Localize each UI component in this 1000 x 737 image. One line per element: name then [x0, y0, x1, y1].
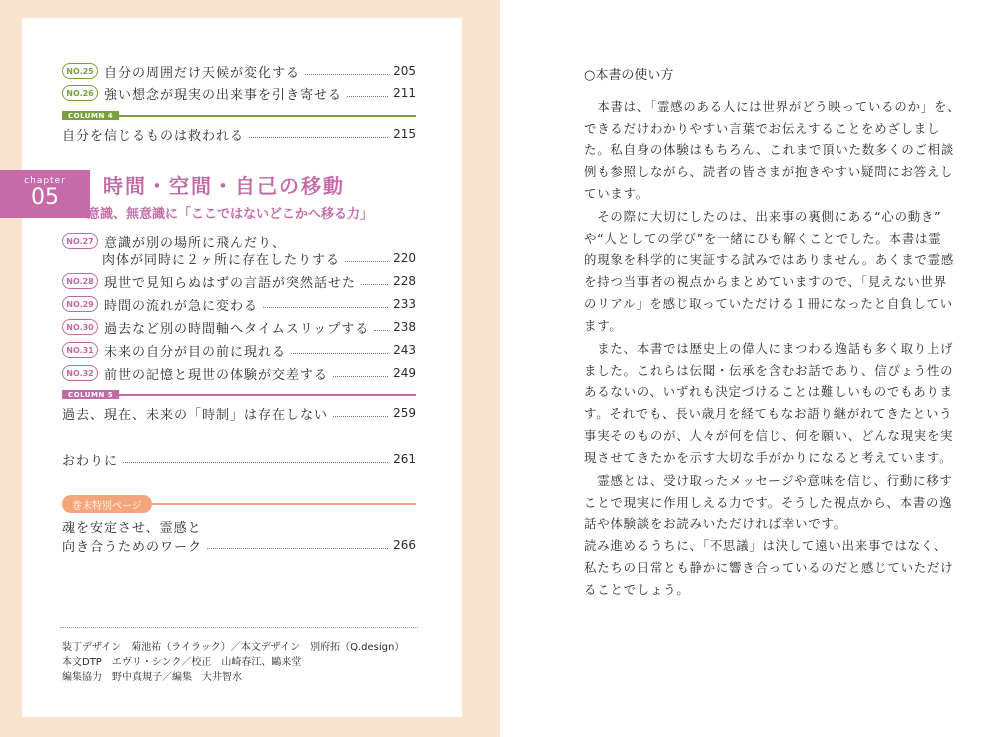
text-line: 例も参照しながら、読者の皆さまが抱きやすい疑問にお答えし: [584, 164, 954, 180]
entry-number-badge: NO.30: [62, 319, 98, 335]
entry-number-badge: NO.32: [62, 365, 98, 381]
entry-title: 自分を信じるものは救われる: [62, 128, 245, 144]
entry-title: 未来の自分が目の前に現れる: [104, 344, 287, 360]
leader-dots: [347, 96, 388, 97]
column-rule: [119, 394, 416, 396]
toc-entry[interactable]: [62, 83, 416, 103]
text-line: 話や体験談をお読みいただければ幸いです。: [584, 516, 847, 532]
credit-line: 編集協力 野中真規子／編集 大井智水: [62, 672, 242, 683]
text-line: ます。: [584, 317, 623, 333]
intro-paragraph-1: [584, 96, 961, 205]
toc-entry[interactable]: [62, 294, 416, 314]
entry-page: 259: [393, 406, 416, 420]
entry-title: 強い想念が現実の出来事を引き寄せる: [104, 87, 343, 103]
chapter-subtitle: 意識、無意識に「ここではないどこかへ移る力」: [87, 207, 374, 222]
text-line: ことで現実に作用しえる力です。そうした視点から、本書の逸: [584, 494, 953, 510]
toc-entry[interactable]: [62, 61, 416, 81]
special-section-bar: [62, 494, 416, 514]
entry-page: 220: [393, 251, 416, 265]
text-line: 事実そのものが、人々が何を信じ、何を願い、どんな現実を実: [584, 427, 954, 443]
leader-dots: [291, 353, 388, 354]
entry-number-badge: NO.26: [62, 85, 98, 101]
toc-entry-column-5[interactable]: [62, 403, 416, 423]
text-line: のリアル」を感じ取っていただける１冊になったと自負してい: [584, 295, 953, 311]
intro-paragraph-4: [584, 470, 954, 600]
intro-paragraph-3: [584, 338, 954, 468]
entry-page: 243: [393, 343, 416, 357]
text-line: ました。これらは伝聞・伝承を含むお話であり、信ぴょう性の: [584, 362, 954, 378]
toc-entry-special[interactable]: [62, 516, 416, 536]
entry-title-line1: 魂を安定させ、霊感と: [62, 520, 202, 536]
text-line: 私たちの日常とも静かに響き合っているのだと感じていただけ: [584, 559, 954, 575]
chapter-title: 時間・空間・自己の移動: [103, 174, 345, 198]
credit-line: 装丁デザイン 菊池祐（ライラック）／本文デザイン 別府拓（Q.design）: [62, 642, 405, 653]
text-line: 霊感とは、受け取ったメッセージや意味を信じ、行動に移す: [584, 473, 953, 488]
credit-line: 本文DTP エヴリ・シンク／校正 山崎春江、鷗来堂: [62, 657, 302, 668]
column-4-bar: [62, 111, 416, 120]
entry-title: 過去、現在、未来の「時制」は存在しない: [62, 407, 329, 423]
text-line: その際に大切にしたのは、出来事の裏側にある“心の動き”: [584, 209, 942, 224]
leader-dots: [123, 462, 388, 463]
text-line: や“人としての学び”を一緒にひも解くことでした。本書は霊: [584, 230, 942, 246]
toc-entry[interactable]: [62, 340, 416, 360]
chapter-word: chapter: [24, 176, 66, 186]
toc-entry-column-4[interactable]: [62, 124, 416, 144]
entry-title: 現世で見知らぬはずの言語が突然話せた: [104, 275, 357, 291]
leader-dots: [345, 261, 388, 262]
entry-number-badge: NO.27: [62, 233, 98, 249]
credits-separator: [60, 627, 418, 628]
entry-title-line1: 意識が別の場所に飛んだり、: [104, 235, 287, 251]
text-line: 現させてきたかを示す大切な手がかりになると考えています。: [584, 449, 953, 465]
text-line: を持つ当事者の視点からまとめていますので、「見えない世界: [584, 274, 947, 290]
entry-page: 211: [393, 86, 416, 100]
text-line: ています。: [584, 185, 649, 201]
entry-page: 266: [393, 538, 416, 552]
leader-dots: [207, 548, 388, 549]
intro-paragraph-2: [584, 206, 955, 336]
toc-entry[interactable]: [62, 363, 416, 383]
leader-dots: [263, 307, 388, 308]
entry-title: おわりに: [62, 453, 119, 469]
entry-page: 233: [393, 297, 416, 311]
column-label: COLUMN 5: [62, 390, 119, 399]
leader-dots: [333, 376, 388, 377]
toc-entry-afterword[interactable]: [62, 449, 416, 469]
special-rule: [152, 503, 416, 505]
entry-number-badge: NO.28: [62, 273, 98, 289]
entry-number-badge: NO.29: [62, 296, 98, 312]
toc-entry-special-continuation[interactable]: [62, 535, 416, 555]
text-line: 読み進めるうちに、「不思議」は決して遠い出来事ではなく、: [584, 538, 947, 554]
entry-title-line2: 向き合うためのワーク: [62, 539, 203, 555]
column-5-bar: [62, 390, 416, 399]
column-rule: [119, 115, 416, 117]
leader-dots: [249, 137, 388, 138]
text-line: できるだけわかりやすい言葉でお伝えすることをめざしまし: [584, 120, 941, 136]
entry-title: 自分の周囲だけ天候が変化する: [104, 65, 301, 81]
leader-dots: [305, 74, 388, 75]
entry-page: 249: [393, 366, 416, 380]
text-line: また、本書では歴史上の偉人にまつわる逸話も多く取り上げ: [584, 341, 954, 356]
entry-title: 時間の流れが急に変わる: [104, 298, 259, 314]
column-label: COLUMN 4: [62, 111, 119, 120]
text-line: す。それでも、長い歳月を経てもなお語り継がれてきたという: [584, 406, 953, 422]
leader-dots: [374, 330, 388, 331]
entry-title-line2: 肉体が同時に２ヶ所に存在したりする: [102, 252, 341, 268]
chapter-number: 05: [31, 185, 59, 210]
entry-title: 過去など別の時間軸へタイムスリップする: [104, 321, 370, 337]
special-label: 巻末特別ページ: [62, 495, 152, 513]
chapter-badge: [0, 170, 90, 218]
entry-number-badge: NO.31: [62, 342, 98, 358]
leader-dots: [361, 284, 388, 285]
entry-number-badge: NO.25: [62, 63, 98, 79]
toc-entry[interactable]: [62, 271, 416, 291]
intro-heading: ○本書の使い方: [584, 68, 674, 83]
text-line: 的現象を科学的に実証する試みではありません。あくまで霊感: [584, 252, 955, 268]
toc-entry-continuation[interactable]: [102, 248, 416, 268]
entry-page: 228: [393, 274, 416, 288]
entry-page: 238: [393, 320, 416, 334]
toc-entry[interactable]: [62, 317, 416, 337]
text-line: た。私自身の体験はもちろん、これまで頂いた数多くのご相談: [584, 142, 955, 158]
entry-page: 261: [393, 452, 416, 466]
entry-page: 205: [393, 64, 416, 78]
text-line: あるないの、いずれも決定づけることは難しいものでもありま: [584, 384, 953, 400]
entry-page: 215: [393, 127, 416, 141]
entry-title: 前世の記憶と現世の体験が交差する: [104, 367, 329, 383]
leader-dots: [333, 416, 388, 417]
text-line: ることでしょう。: [584, 581, 690, 597]
text-line: 本書は、「霊感のある人には世界がどう映っているのか」を、: [584, 99, 961, 114]
